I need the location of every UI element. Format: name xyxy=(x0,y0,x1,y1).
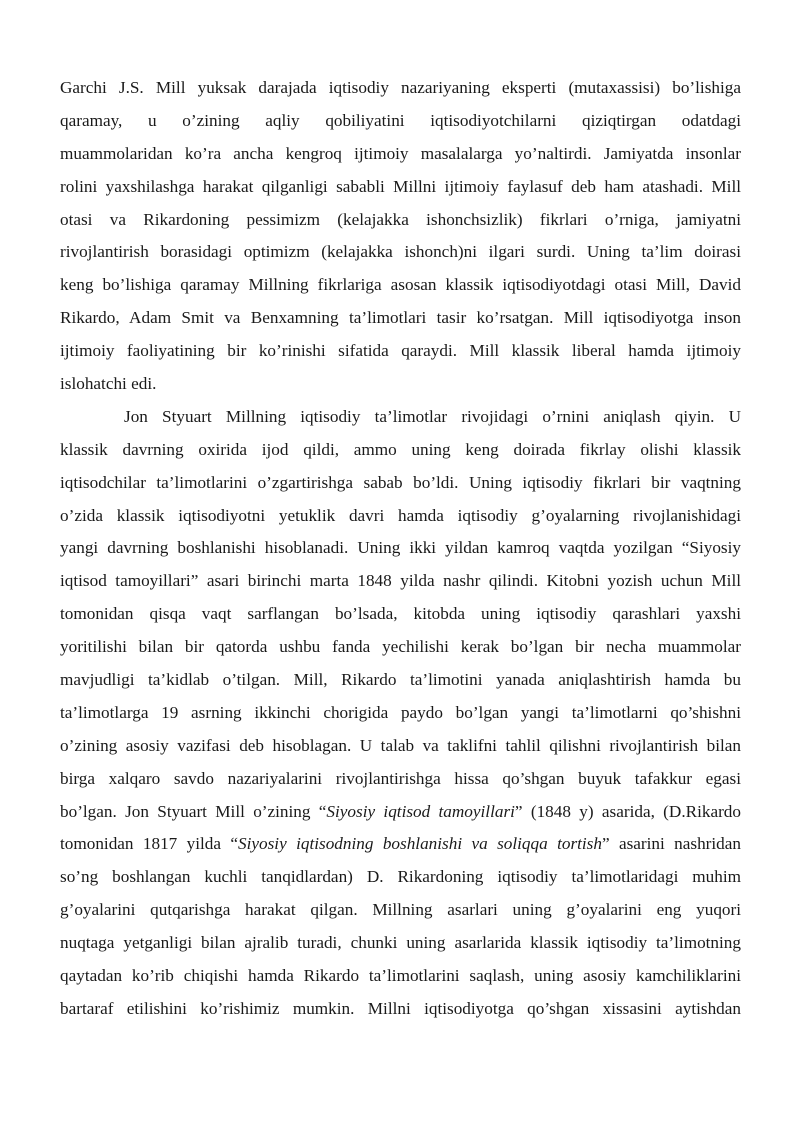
paragraph-1 xyxy=(60,72,741,401)
text-line: iqtisodchilar ta’limotlarini o’zgartirishga sabab bo’ldi. Uning iqtisodiy fikrlari bir vaqtning xyxy=(60,472,741,492)
text-line: bartaraf etilishini ko’rishimiz mumkin. Millni iqtisodiyotga qo’shgan xissasini aytishdan xyxy=(60,998,741,1018)
paragraph-2 xyxy=(60,401,741,1026)
document-page xyxy=(60,72,741,1026)
text-line: klassik davrning oxirida ijod qildi, ammo uning keng doirada fikrlay olishi klassik xyxy=(60,439,741,459)
text-line: yoritilishi bilan bir qatorda ushbu fanda yechilishi kerak bo’lgan bir necha muammolar xyxy=(60,637,741,657)
text-line: rivojlantirish borasidagi optimizm (kelajakka ishonch)ni ilgari surdi. Uning ta’lim doirasi xyxy=(60,242,741,262)
book-title-italic: Siyosiy iqtisodning boshlanishi va soliqqa tortish xyxy=(238,834,602,854)
text-line: qaytadan ko’rib chiqishi hamda Rikardo ta’limotlarini saqlash, uning asosiy kamchiliklarini xyxy=(60,966,741,986)
text-line: o’zida klassik iqtisodiyotni yetuklik davri hamda iqtisodiy g’oyalarning rivojlanishidagi xyxy=(60,505,741,525)
text-line: mavjudligi ta’kidlab o’tilgan. Mill, Rikardo ta’limotini yanada aniqlashtirish hamda bu xyxy=(60,670,741,690)
text-line: otasi va Rikardoning pessimizm (kelajakka ishonchsizlik) fikrlari o’rniga, jamiyatni xyxy=(60,209,741,229)
text-segment: bo’lgan. Jon Styuart Mill o’zining “ xyxy=(60,801,327,821)
text-line: keng bo’lishiga qaramay Millning fikrlariga asosan klassik iqtisodiyotdagi otasi Mill, David xyxy=(60,275,741,295)
text-line: birga xalqaro savdo nazariyalarini rivojlantirishga hissa qo’shgan buyuk tafakkur egasi xyxy=(60,768,741,788)
text-line: iqtisod tamoyillari” asari birinchi marta 1848 yilda nashr qilindi. Kitobni yozish uchun Mill xyxy=(60,571,741,591)
text-line-mixed xyxy=(60,828,741,861)
text-line: Jon Styuart Millning iqtisodiy ta’limotlar rivojidagi o’rnini aniqlash qiyin. U xyxy=(124,406,741,426)
text-line-mixed xyxy=(60,796,741,829)
text-segment: ” (1848 y) asarida, (D.Rikardo xyxy=(514,801,741,821)
text-line: qaramay, u o’zining aqliy qobiliyatini iqtisodiyotchilarni qiziqtirgan odatdagi xyxy=(60,110,741,130)
text-line: muammolaridan ko’ra ancha kengroq ijtimoiy masalalarga yo’naltirdi. Jamiyatda insonlar xyxy=(60,143,741,163)
text-line: islohatchi edi. xyxy=(60,374,157,394)
text-line: tomonidan qisqa vaqt sarflangan bo’lsada, kitobda uning iqtisodiy qarashlari yaxshi xyxy=(60,604,741,624)
text-line: so’ng boshlangan kuchli tanqidlardan) D. Rikardoning iqtisodiy ta’limotlaridagi muhim xyxy=(60,867,741,887)
text-line: nuqtaga yetganligi bilan ajralib turadi, chunki uning asarlarida klassik iqtisodiy ta’limotning xyxy=(60,933,741,953)
text-line: o’zining asosiy vazifasi deb hisoblagan. U talab va taklifni tahlil qilishni rivojlantirish bilan xyxy=(60,735,741,755)
text-line: ijtimoiy faoliyatining bir ko’rinishi sifatida qaraydi. Mill klassik liberal hamda ijtimoiy xyxy=(60,341,741,361)
text-line: g’oyalarini qutqarishga harakat qilgan. Millning asarlari uning g’oyalarini eng yuqori xyxy=(60,900,741,920)
text-line: ta’limotlarga 19 asrning ikkinchi chorigida paydo bo’lgan yangi ta’limotlarni qo’shishni xyxy=(60,702,741,722)
text-segment: ” asarini nashridan xyxy=(601,834,741,854)
text-line: rolini yaxshilashga harakat qilganligi sababli Millni ijtimoiy faylasuf deb ham atashadi. Mill xyxy=(60,176,741,196)
text-line: Rikardo, Adam Smit va Benxamning ta’limotlari tasir ko’rsatgan. Mill iqtisodiyotga inson xyxy=(60,308,741,328)
text-line: yangi davrning boshlanishi hisoblanadi. Uning ikki yildan kamroq vaqtda yozilgan “Siyosiy xyxy=(60,538,741,558)
text-segment: tomonidan 1817 yilda “ xyxy=(60,834,239,854)
text-line: Garchi J.S. Mill yuksak darajada iqtisodiy nazariyaning eksperti (mutaxassisi) bo’lishiga xyxy=(60,78,741,97)
book-title-italic: Siyosiy iqtisod tamoyillari xyxy=(326,801,515,821)
